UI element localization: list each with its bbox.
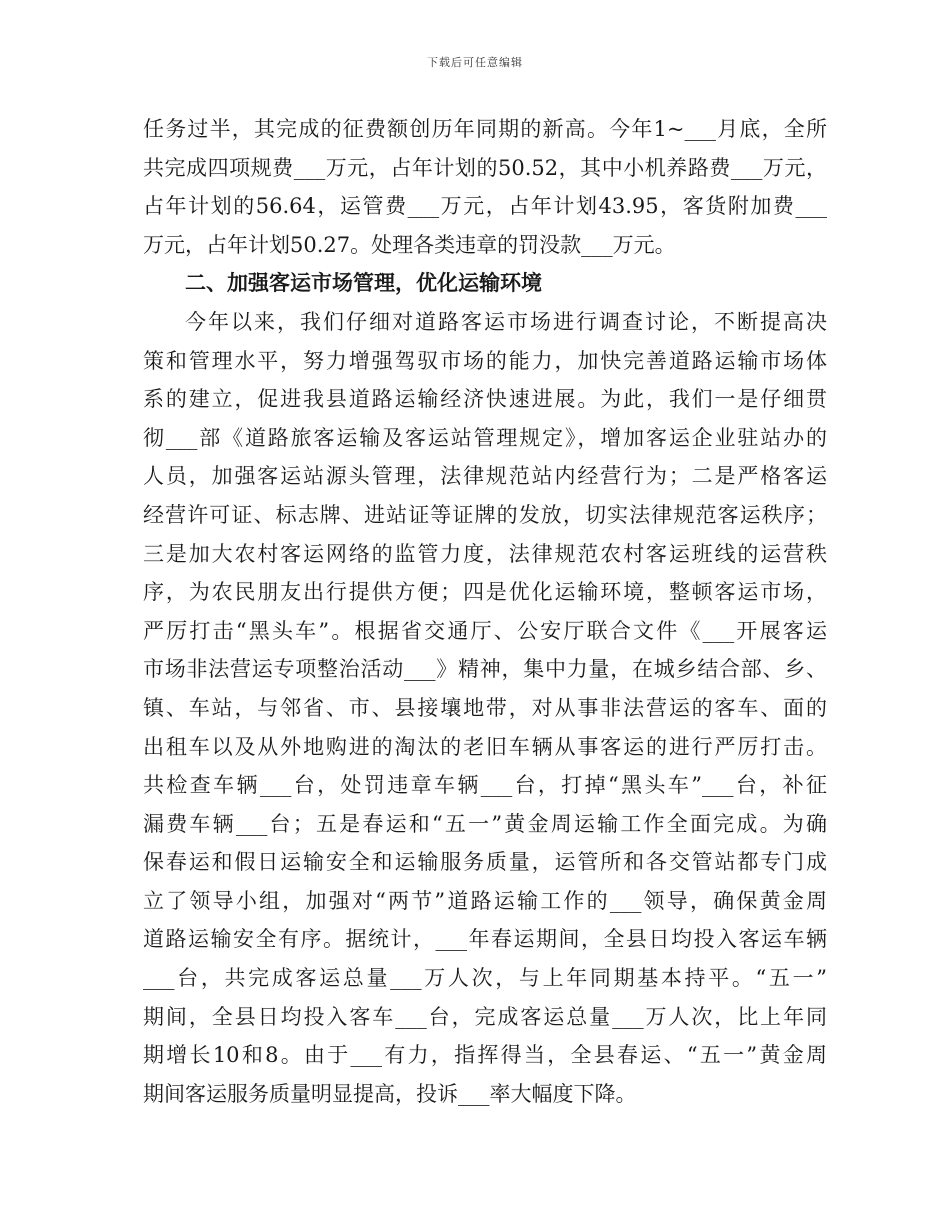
- text-line: 人员，加强客运站源头管理，法律规范站内经营行为；二是严格客运: [143, 464, 827, 489]
- text-line: 期间客运服务质量明显提高，投诉___率大幅度下降。: [143, 1081, 637, 1106]
- section-heading: 二、加强客运市场管理，优化运输环境: [185, 271, 542, 296]
- text-line: 三是加大农村客运网络的监管力度，法律规范农村客运班线的运营秩: [143, 541, 827, 566]
- text-line: 策和管理水平，努力增强驾驭市场的能力，加快完善道路运输市场体: [143, 348, 827, 373]
- text-line: 市场非法营运专项整治活动___》精神，集中力量，在城乡结合部、乡、: [143, 657, 827, 682]
- text-line: 立了领导小组，加强对“两节”道路运输工作的___领导，确保黄金周: [143, 888, 827, 913]
- text-line: 今年以来，我们仔细对道路客运市场进行调查讨论，不断提高决: [185, 309, 827, 334]
- text-line: 万元，占年计划50.27。处理各类违章的罚没款___万元。: [143, 232, 676, 257]
- text-line: 任务过半，其完成的征费额创历年同期的新高。今年1~___月底，全所: [143, 117, 827, 141]
- text-line: 道路运输安全有序。据统计，___年春运期间，全县日均投入客运车辆: [143, 927, 827, 952]
- text-line: 序，为农民朋友出行提供方便；四是优化运输环境，整顿客运市场，: [143, 580, 827, 605]
- text-line: 镇、车站，与邻省、市、县接壤地带，对从事非法营运的客车、面的: [143, 695, 827, 720]
- text-line: 严厉打击“黑头车”。根据省交通厅、公安厅联合文件《___开展客运: [143, 618, 827, 643]
- document-body: [143, 110, 827, 1113]
- paragraph-revenue: [143, 110, 827, 264]
- text-line: 漏费车辆___台；五是春运和“五一”黄金周运输工作全面完成。为确: [143, 811, 827, 836]
- text-line: 共完成四项规费___万元，占年计划的50.52，其中小机养路费___万元，: [143, 155, 827, 180]
- text-line: 占年计划的56.64，运管费___万元，占年计划43.95，客货附加费___: [143, 194, 827, 219]
- text-line: 系的建立，促进我县道路运输经济快速进展。为此，我们一是仔细贯: [143, 387, 827, 412]
- text-line: 彻___部《道路旅客运输及客运站管理规定》，增加客运企业驻站办的: [143, 425, 827, 450]
- text-line: ___台，共完成客运总量___万人次，与上年同期基本持平。“五一”: [143, 966, 827, 991]
- text-line: 出租车以及从外地购进的淘汰的老旧车辆从事客运的进行严厉打击。: [143, 734, 827, 759]
- paragraph-market-management: [143, 303, 827, 1113]
- text-line: 期间，全县日均投入客车___台，完成客运总量___万人次，比上年同: [143, 1004, 827, 1029]
- text-line: 经营许可证、标志牌、进站证等证牌的发放，切实法律规范客运秩序；: [143, 502, 827, 527]
- text-line: 保春运和假日运输安全和运输服务质量，运管所和各交管站都专门成: [143, 850, 827, 875]
- text-line: 共检查车辆___台，处罚违章车辆___台，打掉“黑头车”___台，补征: [143, 773, 827, 798]
- page-header: 下载后可任意编辑: [427, 56, 523, 69]
- text-line: 期增长10和8。由于___有力，指挥得当，全县春运、“五一”黄金周: [143, 1043, 827, 1068]
